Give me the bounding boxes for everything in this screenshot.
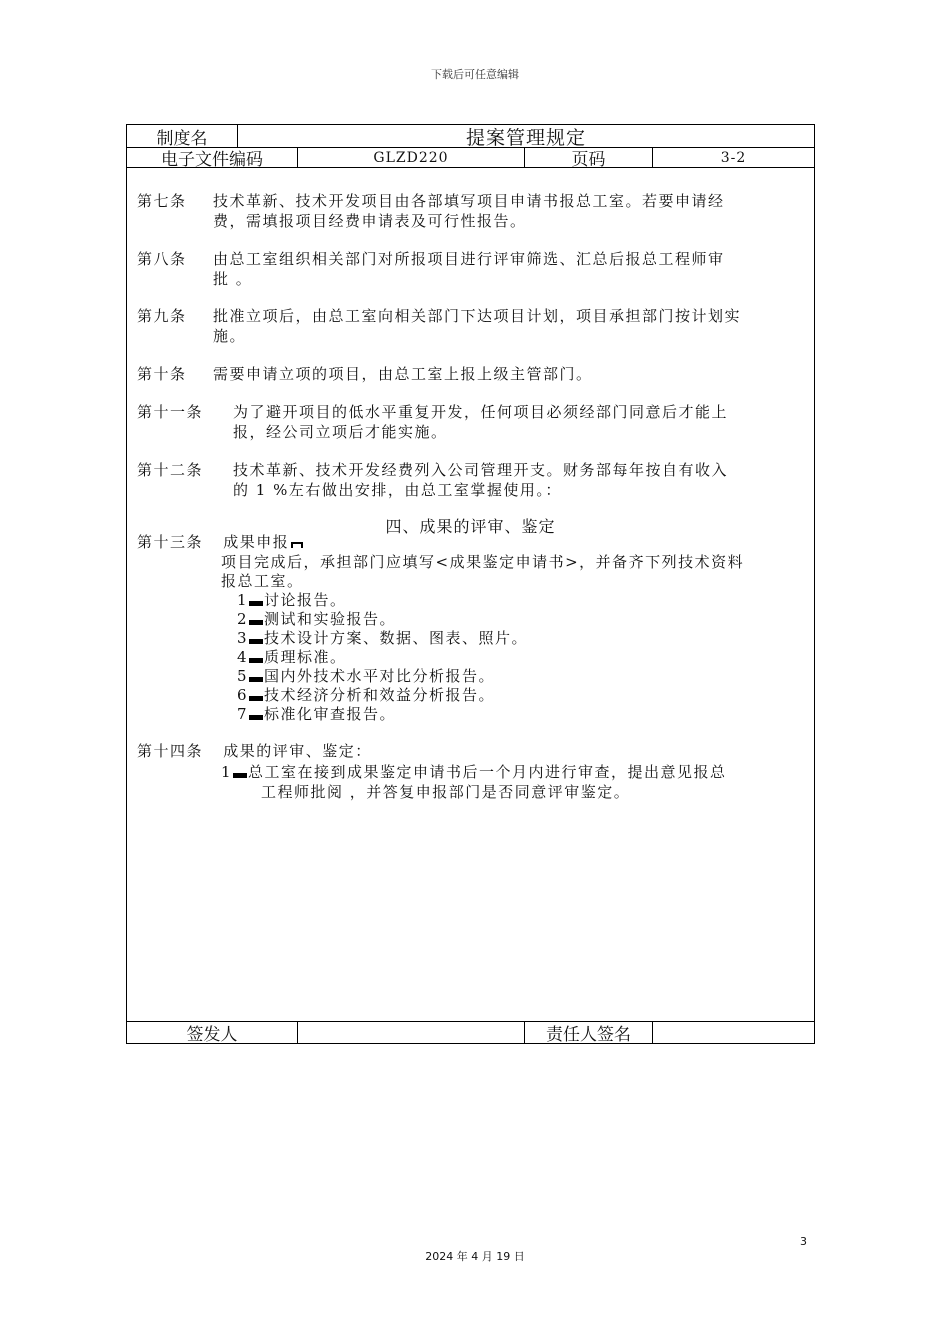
mark-icon bbox=[249, 696, 263, 701]
article-14-heading bbox=[137, 742, 372, 760]
item-number: 1 bbox=[221, 763, 233, 781]
article-11 bbox=[137, 402, 804, 442]
mark-icon bbox=[249, 715, 263, 720]
article-13-intro-line: 项目完成后，承担部门应填写<成果鉴定申请书>，并备齐下列技术资料 bbox=[221, 553, 745, 571]
page-value: 3-2 bbox=[720, 149, 747, 166]
list-item bbox=[237, 629, 528, 647]
article-7 bbox=[137, 191, 804, 231]
list-item bbox=[237, 667, 495, 685]
article-8 bbox=[137, 249, 804, 289]
item-number: 4 bbox=[237, 648, 249, 666]
article-number: 第八条 bbox=[137, 250, 187, 268]
name-label-cell bbox=[127, 125, 237, 147]
page-number: 3 bbox=[800, 1235, 807, 1248]
name-label: 制度名 bbox=[156, 128, 208, 149]
item-text: 国内外技术水平对比分析报告。 bbox=[264, 667, 496, 685]
item-number: 2 bbox=[237, 610, 249, 628]
article-text-line: 批准立项后，由总工室向相关部门下达项目计划，项目承担部门按计划实 bbox=[213, 307, 742, 325]
article-number: 第十条 bbox=[137, 365, 187, 383]
article-14-item bbox=[221, 763, 727, 781]
article-12 bbox=[137, 460, 804, 500]
list-item bbox=[237, 610, 396, 628]
article-13-intro-line: 报总工室。 bbox=[221, 572, 304, 590]
item-text: 标准化审查报告。 bbox=[264, 705, 397, 723]
article-text-line: 批 。 bbox=[213, 270, 253, 288]
article-text-line: 的 1 %左右做出安排，由总工室掌握使用。： bbox=[233, 481, 562, 499]
code-label-cell bbox=[127, 148, 297, 170]
page-label-cell bbox=[524, 148, 652, 170]
item-number: 3 bbox=[237, 629, 249, 647]
item-text: 测试和实验报告。 bbox=[264, 610, 397, 628]
item-text: 总工室在接到成果鉴定申请书后一个月内进行审查，提出意见报总 bbox=[248, 763, 727, 781]
code-label: 电子文件编码 bbox=[161, 150, 263, 170]
regulation-body bbox=[127, 169, 814, 1021]
item-number: 5 bbox=[237, 667, 249, 685]
mark-icon bbox=[249, 639, 263, 644]
article-text-line: 施。 bbox=[213, 327, 247, 345]
article-number: 第十一条 bbox=[137, 403, 204, 421]
responsible-value-cell bbox=[652, 1022, 814, 1043]
mark-icon bbox=[233, 773, 247, 778]
mark-icon bbox=[249, 601, 263, 606]
list-item bbox=[237, 686, 495, 704]
mark-icon bbox=[249, 620, 263, 625]
header-note: 下载后可任意编辑 bbox=[431, 68, 519, 81]
item-text: 质理标准。 bbox=[264, 648, 347, 666]
article-text-line: 费，需填报项目经费申请表及可行性报告。 bbox=[213, 212, 527, 230]
article-9 bbox=[137, 306, 804, 346]
item-text: 技术经济分析和效益分析报告。 bbox=[264, 686, 496, 704]
signature-row bbox=[127, 1021, 814, 1043]
regulation-table bbox=[126, 124, 815, 1044]
article-text-line: 技术革新、技术开发项目由各部填写项目申请书报总工室。若要申请经 bbox=[213, 192, 725, 210]
article-text-line: 为了避开项目的低水平重复开发，任何项目必须经部门同意后才能上 bbox=[233, 403, 729, 421]
code-value-cell bbox=[297, 148, 524, 167]
section-title: 四、成果的评审、鉴定 bbox=[385, 517, 556, 536]
article-number: 第十二条 bbox=[137, 461, 204, 479]
article-number: 第十四条 bbox=[137, 742, 204, 760]
article-14-title: 成果的评审、鉴定： bbox=[223, 742, 372, 760]
regulation-title: 提案管理规定 bbox=[465, 126, 586, 149]
article-number: 第十三条 bbox=[137, 533, 204, 551]
mark-icon bbox=[249, 677, 263, 682]
signer-label: 签发人 bbox=[186, 1025, 238, 1045]
article-13-heading bbox=[137, 533, 303, 551]
responsible-label-cell bbox=[524, 1022, 652, 1043]
name-value-cell bbox=[237, 125, 814, 147]
article-text-line: 由总工室组织相关部门对所报项目进行评审筛选、汇总后报总工程师审 bbox=[213, 250, 725, 268]
signer-value-cell bbox=[297, 1022, 524, 1043]
item-number: 7 bbox=[237, 705, 249, 723]
article-number: 第九条 bbox=[137, 307, 187, 325]
article-text-line: 需要申请立项的项目，由总工室上报上级主管部门。 bbox=[213, 365, 593, 383]
item-text: 讨论报告。 bbox=[264, 591, 347, 609]
article-number: 第七条 bbox=[137, 192, 187, 210]
mark-icon bbox=[291, 542, 303, 548]
mark-icon bbox=[249, 658, 263, 663]
code-value: GLZD220 bbox=[373, 149, 449, 166]
article-14-item-cont: 工程师批阅 ，并答复申报部门是否同意评审鉴定。 bbox=[261, 783, 631, 801]
page-label: 页码 bbox=[571, 150, 606, 170]
code-row bbox=[127, 148, 814, 168]
footer-date: 2024 年 4 月 19 日 bbox=[425, 1250, 525, 1263]
item-number: 1 bbox=[237, 591, 249, 609]
article-10 bbox=[137, 364, 804, 384]
page-value-cell bbox=[652, 148, 814, 167]
list-item bbox=[237, 591, 347, 609]
item-number: 6 bbox=[237, 686, 249, 704]
list-item bbox=[237, 648, 347, 666]
signer-label-cell bbox=[127, 1022, 297, 1043]
item-text: 技术设计方案、数据、图表、照片。 bbox=[264, 629, 529, 647]
article-text-line: 报，经公司立项后才能实施。 bbox=[233, 423, 448, 441]
article-text-line: 技术革新、技术开发经费列入公司管理开支。财务部每年按自有收入 bbox=[233, 461, 729, 479]
article-13-title: 成果申报 bbox=[223, 533, 290, 551]
responsible-label: 责任人签名 bbox=[546, 1025, 631, 1045]
list-item bbox=[237, 705, 396, 723]
